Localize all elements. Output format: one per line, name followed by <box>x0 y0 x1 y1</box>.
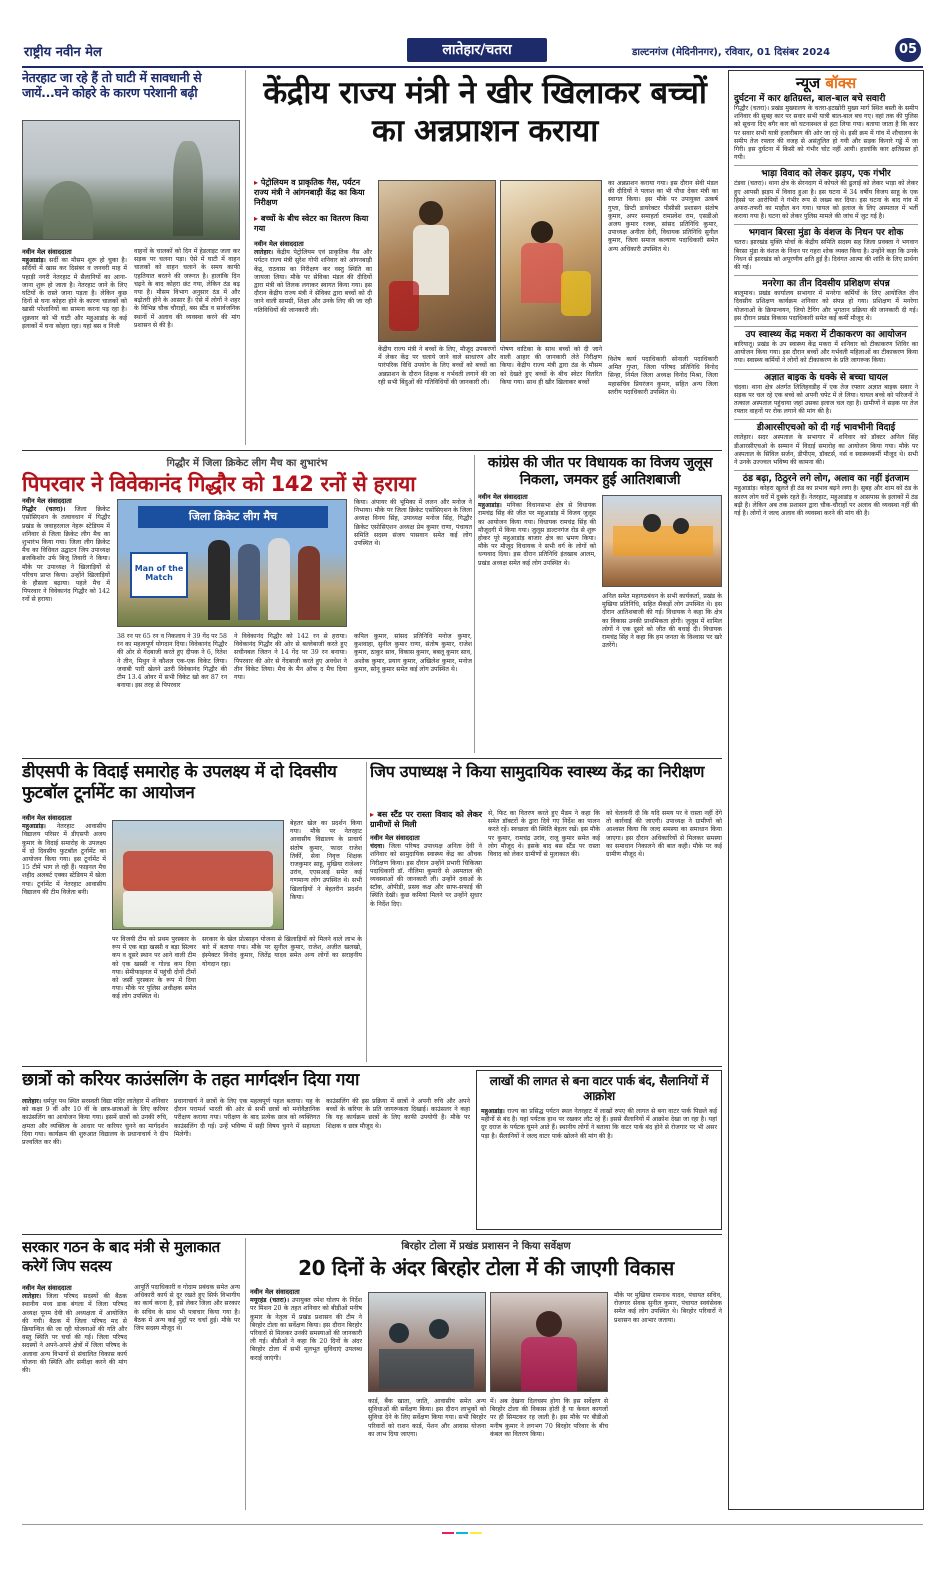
story-football-col2: पर विजयी टीम को प्रथम पुरस्कार के रूप में एक बड़ा खस्सी व बड़ा सिल्वर कप व दूसरे स्थान पर आने वाली टीम को एक खस्सी व गोल्ड कप दिया गया। सेमीफाइनल में पहुंची दोनों टीमों को जर्सी पुरस्कार के रूप में दिया गया। मौके पर पुलिस अधीक्षक समेत कई लोग उपस्थित थे। <box>112 936 196 1001</box>
story-cricket-dateline: गिद्धौर (चतरा)। <box>22 506 66 514</box>
story-cricket-col5: कपिल कुमार, सांसद प्रतिनिधि मनोज कुमार, कुशवाहा, सुनील कुमार राणा, संतोष कुमार, राजेश कुमार, ठाकुर साव, विकास कुमार, बबलू कुमार साव, अशोक कुमार, प्रयाग कुमार, अखिलेश कुमार, मनोज कुमार, सोनू कुमार समेत कई लोग उपस्थित थे। <box>354 633 472 673</box>
story-lead-col1: केंद्रीय पेट्रोलियम एवं प्राकृतिक गैस और पर्यटन राज्य मंत्री सुरेश गोपी शनिवार को आंगनबाड़ी केंद्र, राठवास का निरीक्षण कर वस्तु स्थिति का जायजा लिया। मौके पर सेविका मंडल की दीदियों द्वारा मंत्री को तिलक लगाकर स्वागत किया गया। इस दौरान केंद्रीय राज्य मंत्री ने सेविका द्वारा बच्चों को दी जाने वाली सामग्री, शिक्षा और उनके लिए की जा रही गतिविधियों की जानकारी ली। <box>254 249 373 314</box>
story-career-col3: काउंसलिंग की इस प्रक्रिया में छात्रों ने अपनी रुचि और अपने बच्चों के करियर के प्रति जागरूकता दिखाई। काउंसलर ने कहा कि यह कार्यक्रम छात्रों के लिए काफी उपयोगी है। मौके पर शिक्षक व छात्र मौजूद थे। <box>326 1098 470 1130</box>
section-rule <box>22 758 722 759</box>
story-congress-headline: कांग्रेस की जीत पर विधायक का विजय जुलूस निकला, जमकर हुई आतिशबाजी <box>487 455 713 488</box>
cricket-banner: जिला क्रिकेट लीग मैच <box>138 506 328 528</box>
news-box-item: अज्ञात बाइक के धक्के से बच्चा घायल चंदवा। थाना क्षेत्र अंतर्गत लिलिहवडीह में एक तेज रफ्तार अज्ञात बाइक सवार ने सड़क पर चल रहे एक बच्चे को अपनी चपेट में ले लिया। घायल बच्चे को परिजनों ने तत्काल अस्पताल पहुंचाया जहां उसका इलाज चल रहा है। ग्रामीणों ने सड़क पर तेज रफ्तार वाहनों पर रोक लगाने की मांग की है। <box>734 372 918 416</box>
story-minister-col2: आपूर्ति पदाधिकारी व गोदाम प्रबंधक समेत अन्य अधिकारी कार्य से दूर रखते हुए सिर्फ विभागीय का कार्य करना है, इसे लेकर जिला और सरकार के सचिव के साथ भी पत्राचार किया गया है। बैठक में अन्य कई मुद्दों पर चर्चा हुई। मौके पर जिप सदस्य मौजूद थे। <box>134 1284 240 1333</box>
man-of-the-match-sign: Man of the Match <box>130 552 188 598</box>
news-box-item: भगवान बिरसा मुंडा के वंशज के निधन पर शोक चतरा। झारखंड मुक्ति मोर्चा के केंद्रीय समिति सदस्य सह जिला प्रवक्ता ने भगवान बिरसा मुंडा के वंशज के निधन पर गहरा शोक व्यक्त किया है। उन्होंने कहा कि उनके निधन से झारखंड को अपूरणीय क्षति हुई है। दिवंगत आत्मा की शांति के लिए प्रार्थना की गई। <box>734 228 918 272</box>
story-cricket-col1: जिला क्रिकेट एसोसिएशन के तत्वावधान में गिद्धौर प्रखंड के जवाहरलाल नेहरू स्टेडियम में शनिवार से जिला क्रिकेट लीग मैच का शुभारंभ किया गया। जिला लीग क्रिकेट मैच का विधिवत उद्घाटन जिप उपाध्यक्ष ब्रजकिशोर उर्फ बिजू तिवारी ने किया। मौके पर उपाध्यक्ष ने खिलाड़ियों से परिचय प्राप्त किया। उन्होंने खिलाड़ियों के हौसला बढ़ाया। पहले मैच में पिपरवार ने विवेकानंद गिद्धौर को 142 रनों से हराया। <box>22 506 111 604</box>
column-rule <box>245 1238 246 1510</box>
story-fog-dateline: महुआडांड़। <box>22 257 46 265</box>
story-lead-col3: का अन्नप्राशन कराया गया। इस दौरान सेवी मंडल की दीदियों ने पलाश का भी पौधा देकर मंत्री का स्वागत किया। इस मौके पर उपायुक्त उत्कर्ष गुप्ता, डिप्टी डायरेक्टर पीसीसी प्रशासन संतोष कुमार, अपर समाहर्ता रामप्रवेश राम, एसडीओ अजय कुमार रजक, सांसद प्रतिनिधि कुमार, उपाध्यक्ष अनीता देवी, विधायक प्रतिनिधि सुनील कुमार, जिला समाज कल्याण पदाधिकारी समेत अन्य अधिकारी उपस्थित थे। <box>608 180 718 253</box>
story-health-byline: नवीन मेल संवाददाता <box>370 834 420 842</box>
story-lead-dateline: लातेहार। <box>254 249 274 257</box>
story-birhor-col3: में। अब देखना दिलचस्प होगा कि इस सर्वेक्षण से बिरहोर टोला की विकास होती है या केवल कागजों पर ही सिमटकर रह जाती है। इस मौके पर बीडीओ मनीष कुमार ने लगभग 70 बिरहोर परिवार के बीच कंबल का वितरण किया। <box>490 1398 608 1438</box>
story-congress <box>478 455 722 753</box>
news-box-item: दुर्घटना में कार क्षतिग्रस्त, बाल-बाल बचे सवारी गिद्धौर (चतरा)। प्रखंड मुख्यालय के चतरा-इटखोरी मुख्य मार्ग स्थित बस्ती के समीप शनिवार की सुबह कार पर सवार सभी यात्री बाल-बाल बच गए। वहां तक की पुलिस को सूचना दिए बगैर कार को घटनास्थल से हटा लिया गया। बताया जाता है कि कार पर सवार सभी यात्री हजारीबाग की ओर जा रहे थे। इसी क्रम में गांव में शौचालय के समीप तेज रफ्तार की वजह से असंतुलित हो गयी और सड़क किनारे गड्ढे में जा गिरी। इस दुर्घटना में किसी को गंभीर चोट नहीं आयी। हालांकि कार क्षतिग्रस्त हो गयी। <box>734 94 918 162</box>
story-birhor-col2: कार्ड, बैंक खाता, जाति, आवासीय समेत अन्य सुविधाओं की सर्वेक्षण किया। इस दौरान लाभुकों को सुविधा देने के लिए सर्वेक्षण किया गया। सभी बिरहोर परिवारों को राशन कार्ड, पेंशन और आवास योजना का लाभ दिया जाएगा। <box>368 1398 486 1438</box>
story-health-dateline: चंदवा। <box>370 843 385 851</box>
story-cricket-byline: नवीन मेल संवाददाता <box>22 497 72 505</box>
story-water-headline: लाखों की लागत से बना वाटर पार्क बंद, सैलानियों में आक्रोश <box>489 1074 709 1103</box>
story-minister <box>22 1238 240 1510</box>
story-fog-col1: सर्दी का मौसम शुरू हो चुका है। सर्दियों में खास कर दिसंबर व जनवरी माह में पहाड़ी नगरी नेतरहाट में सैलानियों का आना-जाना शुरू हो जाता है। नेतरहाट जाने के लिए घटियों के रास्ते जाना पड़ता है। लेकिन कुछ दिनों से घना कोहरा होने के कारण चालकों को खासी परेशानियों का सामना करना पड़ रहा है। शुक्रवार को भी घाटी और महुआडांड़ के कई इलाकों में घना कोहरा रहा। यहां बस व निजी <box>22 257 128 330</box>
story-birhor-col4: मौके पर मुखिया रामनाथ यादव, पंचायत सचिव, रोजगार सेवक सुनील कुमार, पंचायत स्वयंसेवक समेत कई लोग उपस्थित थे। बिरहोर परिवारों ने प्रशासन का आभार जताया। <box>614 1292 722 1324</box>
story-cricket-kicker: गिद्धौर में जिला क्रिकेट लीग मैच का शुभारंभ <box>166 458 328 469</box>
story-fog-headline: नेतरहाट जा रहे हैं तो घाटी में सावधानी से जायें...घने कोहरे के कारण परेशानी बढ़ी <box>22 70 202 100</box>
story-football-col4: सरकार के खेल प्रोत्साहन योजना से खिलाड़ियों को मिलने वाले लाभ के बारे में बताया गया। मौके पर सुनील कुमार, राजेश, अजीत खलखो, इंस्पेक्टर विनोद कुमार, जितेंद्र यादव समेत अन्य लोगों का सराहनीय योगदान रहा। <box>202 936 362 968</box>
story-birhor-byline: नवीन मेल संवाददाता <box>250 1288 300 1296</box>
story-birhor <box>250 1238 722 1510</box>
story-health-headline: जिप उपाध्यक्ष ने किया सामुदायिक स्वास्थ्य केंद्र का निरीक्षण <box>370 762 705 781</box>
section-rule <box>22 1066 722 1067</box>
section-title: लातेहार/चतरा <box>407 38 547 62</box>
section-rule <box>22 450 722 451</box>
story-fog <box>22 70 240 445</box>
story-minister-dateline: लातेहार। <box>22 1293 42 1301</box>
column-rule <box>366 762 367 1062</box>
story-minister-byline: नवीन मेल संवाददाता <box>22 1284 72 1292</box>
story-lead-headline: केंद्रीय राज्य मंत्री ने खीर खिलाकर बच्चों का अन्नप्राशन कराया <box>263 75 707 149</box>
story-congress-col2: अनिल समेत महागठबंधन के सभी कार्यकर्ता, प्रखंड के मुखिया प्रतिनिधि, सहित सैकड़ों लोग उपस्थित थे। इस दौरान आतिशबाजी की गई। विधायक ने कहा कि क्षेत्र का विकास उनकी प्राथमिकता होगी। जुलूस में शामिल लोगों ने एक दूसरे को जीत की बधाई दी। विधायक रामचंद्र सिंह ने कहा कि हम जनता के विश्वास पर खरे उतरेंगे। <box>602 593 722 650</box>
story-health-col2: से, फिट का वितरण करते हुए मैडम ने कहा कि समेत डॉक्टरों के द्वारा दिये गए निर्देश का पालन करते रहें। स्वच्छता की स्थिति बेहतर रखें। इस मौके पर कुमार, रामचंद्र उरांव, राजू कुमार समेत कई लोग मौजूद थे। इसके बाद बस स्टैंड पर रास्ता विवाद को लेकर ग्रामीणों से मुलाकात की। <box>488 810 600 859</box>
story-health-col3: को चेतावनी दी कि यदि समय पर वे रास्ता नहीं देंगे तो कार्रवाई की जाएगी। उपाध्यक्ष ने ग्रामीणों को आश्वस्त किया कि जल्द समस्या का समाधान किया जाएगा। इस दौरान अधिकारियों से मिलकर समस्या का समाधान निकालने की बात कही। मौके पर कई ग्रामीण मौजूद थे। <box>606 810 722 859</box>
story-career-headline: छात्रों को करियर काउंसलिंग के तहत मार्गदर्शन दिया गया <box>22 1070 360 1090</box>
story-lead-col4: विशेष कार्य पदाधिकारी सोनाली पदाधिकारी अमित गुप्ता, जिला परिषद प्रतिनिधि विनोद सिन्हा, निर्मल जिला अध्यक्ष विनोद मिश्रा, जिला महासचिव प्रियरंजन कुमार, सहित अन्य जिला स्तरीय पदाधिकारी उपस्थित थे। <box>608 356 718 396</box>
story-football-headline: डीएसपी के विदाई समारोह के उपलक्ष्य में दो दिवसीय फुटबॉल टूर्नामेंट का आयोजन <box>22 762 337 803</box>
birhor-photo-1 <box>368 1292 486 1392</box>
story-cricket <box>22 455 472 753</box>
story-cricket-col4: किया। अंपायर की भूमिका में ललन और मनोज ने निभाया। मौके पर जिला क्रिकेट एसोसिएशन के जिला अध्यक्ष विनय सिंह, उपाध्यक्ष मनोज सिंह, गिद्धौर क्रिकेट एसोसिएशन अध्यक्ष प्रेम कुमार राणा, पंचायत समिति सदस्य संजय पासवान समेत कई लोग उपस्थित थे। <box>354 499 472 548</box>
story-health-col1: जिला परिषद उपाध्यक्ष अनिता देवी ने शनिवार को सामुदायिक स्वास्थ्य केंद्र का औचक निरीक्षण किया। इस दौरान उन्होंने प्रभारी चिकित्सा पदाधिकारी डॉ. नीलिमा कुमारी से अस्पताल की व्यवस्थाओं की जानकारी ली। उन्होंने दवाओं के स्टॉक, ओपीडी, प्रसव कक्ष और साफ-सफाई की स्थिति देखी। कुछ कमियां मिलने पर उन्होंने सुधार के निर्देश दिए। <box>370 843 482 908</box>
news-box-title: न्यूज बॉक्स <box>795 74 857 92</box>
story-congress-col1: मनिका विधानसभा क्षेत्र से विधायक रामचंद्र सिंह की जीत पर महुआडांड़ में विजय जुलूस का आयोजन किया गया। विधायक रामचंद्र सिंह की मौजूदगी में किया गया। जुलूस डाल्टनगंज रोड से शुरू होकर पूरे महुआडांड़ बाजार क्षेत्र का भ्रमण किया। मौके पर मौजूद विधायक ने सभी वर्ग के लोगों को धन्यवाद दिया। इस दौरान प्रतिनिधि इंतखाब आलम, प्रखंड अध्यक्ष समेत कई लोग उपस्थित थे। <box>478 502 597 567</box>
column-rule <box>474 455 475 753</box>
story-football-byline: नवीन मेल संवाददाता <box>22 814 72 822</box>
news-box-item: मनरेगा का तीन दिवसीय प्रशिक्षण संपन्न बालूमाथ। प्रखंड कार्यालय सभागार में मनरेगा कर्मियों के लिए आयोजित तीन दिवसीय प्रशिक्षण कार्यक्रम शनिवार को संपन्न हो गया। प्रशिक्षण में मनरेगा योजनाओं के क्रियान्वयन, जियो टैगिंग और भुगतान प्रक्रिया की जानकारी दी गई। इस दौरान प्रखंड विकास पदाधिकारी समेत कई कर्मी मौजूद थे। <box>734 279 918 322</box>
congress-photo <box>602 495 722 587</box>
story-cricket-col2: 38 रन पर 65 रन व निकलाय ने 39 गेंद पर 58 रन का महत्वपूर्ण योगदान दिया। विवेकानंद गिद्धौर की ओर से गेंदबाजी करते हुए दीपक ने 6, रितेश ने तीन, मिथुन ने कौशल एक-एक विकेट लिया। जवाबी पारी खेलने उतरी विवेकानंद गिद्धौर की टीम 13.4 ओवर में सभी विकेट खो कर 87 रन बनाया। इस तरह से पिपरवार <box>117 633 227 690</box>
paper-name: राष्ट्रीय नवीन मेल <box>24 45 102 60</box>
story-career <box>22 1070 470 1230</box>
story-birhor-dateline: मयूरहंड (चतरा)। <box>250 1297 290 1305</box>
story-water-col1: राज्य का प्रसिद्ध पर्यटन स्थल नेतरहाट में लाखों रुपए की लागत से बना वाटर पार्क पिछले कई महीनों से बंद है। यहां पर्यटक हाथ पर रखकर लौट रहे हैं। इससे सैलानियों में आक्रोश देखा जा रहा है। यहां दूर दराज के पर्यटक घूमने आते हैं। स्थानीय लोगों ने बताया कि वाटर पार्क बंद होने से रोजगार पर भी असर पड़ा है। सैलानियों ने जल्द वाटर पार्क खोलने की मांग की है। <box>481 1108 717 1140</box>
story-fog-byline: नवीन मेल संवाददाता <box>22 248 72 256</box>
story-lead-byline: नवीन मेल संवाददाता <box>254 240 304 248</box>
story-fog-col2: वाहनों के चालकों को दिन में हेडलाइट जला कर सड़क पर चलना पड़ा। ऐसे में घाटी में वाहन चालकों को वाहन चलाने के समय काफी एहतियात बरतने की जरूरत है। हालांकि दिन चढ़ने के बाद कोहरा छंट गया, लेकिन ठंड बढ़ गया है। मौसम विभाग अनुसार ठंड में और बढ़ोतरी होने के आसार हैं। ऐसे में लोगों ने शहर के विभिन्न चौक चौराहों, बस स्टैंड व सार्वजनिक स्थानों में अलाव की व्यवस्था करने की मांग प्रशासन से की है। <box>134 248 240 329</box>
story-health <box>370 762 722 1062</box>
story-lead-photo-caption-2: पोषण वाटिका के साथ बच्चों को दी जाने वाली आहार की जानकारी लेते निरीक्षण किया। केंद्रीय राज्य मंत्री द्वारा ठंड के मौसम को देखते हुए बच्चों के बीच स्वेटर वितरित किया गया। साथ ही खीर खिलाकर बच्चों <box>500 346 602 386</box>
lead-photo-1 <box>378 180 496 342</box>
news-box-item: उप स्वास्थ्य केंद्र मकरा में टीकाकरण का आयोजन बारियातू। प्रखंड के उप स्वास्थ्य केंद्र मकरा में शनिवार को टीकाकरण शिविर का आयोजन किया गया। इस दौरान बच्चों और गर्भवती महिलाओं का टीकाकरण किया गया। स्वास्थ्य कर्मियों ने लोगों को टीकाकरण के प्रति जागरूक किया। <box>734 330 918 365</box>
column-rule <box>245 70 246 445</box>
news-box <box>728 70 924 1510</box>
story-birhor-kicker: बिरहोर टोला में प्रखंड प्रशासन ने किया सर्वेक्षण <box>401 1241 571 1252</box>
story-career-col1: धर्मपुर पथ स्थित सरस्वती विद्या मंदिर लातेहार में शनिवार को कक्षा 9 वीं और 10 वीं के छात्र-छात्राओं के लिए करियर काउंसलिंग का आयोजन किया गया। इसमें छात्रों को उनकी रुचि, क्षमता और व्यक्तित्व के आधार पर करियर चुनने का मार्गदर्शन दिया गया। कार्यक्रम की शुरुआत विद्यालय के प्रधानाचार्य ने दीप प्रज्वलित कर की। <box>22 1098 169 1147</box>
cricket-photo <box>117 499 347 627</box>
footer-color-strip <box>22 1522 923 1534</box>
birhor-photo-2 <box>490 1292 608 1392</box>
page-number: 05 <box>895 38 921 62</box>
story-water <box>476 1070 722 1230</box>
edition-date: डाल्टनगंज (मेदिनीनगर), रविवार, 01 दिसंबर 2024 <box>632 47 831 58</box>
story-football <box>22 762 362 1062</box>
fog-photo <box>22 120 240 240</box>
story-birhor-col1: उपायुक्त रमेश घोलप के निर्देश पर मिशन 20 के तहत शनिवार को बीडीओ मनीष कुमार के नेतृत्व में प्रखंड प्रशासन की टीम ने बिरहोर टोला का सर्वेक्षण किया। इस दौरान बिरहोर परिवारों से मिलकर उनकी समस्याओं की जानकारी ली गई। बीडीओ ने कहा कि 20 दिनों के अंदर बिरहोर टोला में सभी मूलभूत सुविधाएं उपलब्ध कराई जाएंगी। <box>250 1297 363 1362</box>
story-minister-headline: सरकार गठन के बाद मंत्री से मुलाकात करेगें जिप सदस्य <box>22 1238 220 1275</box>
story-cricket-headline: पिपरवार ने विवेकानंद गिद्धौर को 142 रनों से हराया <box>22 472 416 496</box>
story-football-col1: नेतरहाट आवासीय विद्यालय परिसर में डीएसपी अजय कुमार के विदाई समारोह के उपलक्ष्य में दो दिवसीय फुटबॉल टूर्नामेंट का आयोजन किया गया। इस टूर्नामेंट में 15 टीमें भाग ले रही हैं। फाइनल मैच शहीद अलबर्ट एक्का स्टेडियम में खेला गया। टूर्नामेंट में नेतरहाट आवासीय विद्यालय की टीम विजेता बनी। <box>22 823 106 896</box>
story-water-dateline: महुआडांड़। <box>481 1108 505 1115</box>
story-minister-col1: जिला परिषद सदस्यों की बैठक स्थानीय मध्य डाक बंगला में जिला परिषद अध्यक्ष पूनम देवी की अध्यक्षता में आयोजित की गयी। बैठक में जिला परिषद मद से क्रियान्वित की जा रही योजनाओं की गति और वस्तु स्थिति पर चर्चा की गई। जिला परिषद सदस्यों ने अपने-अपने क्षेत्रों में जिला परिषद के अलावा अन्य विभागों से संचालित विकास कार्य योजना की स्थिति और समीक्षा करने की मांग की। <box>22 1293 128 1375</box>
story-health-bullet: ▸ बस स्टैंड पर रास्ता विवाद को लेकर ग्रामीणों से मिली <box>370 810 482 829</box>
story-birhor-headline: 20 दिनों के अंदर बिरहोर टोला में की जाएगी विकास <box>298 1256 674 1280</box>
story-congress-dateline: महुआडांड़। <box>478 502 502 510</box>
football-photo <box>112 820 284 930</box>
story-congress-byline: नवीन मेल संवाददाता <box>478 493 528 501</box>
section-rule <box>22 1234 722 1235</box>
masthead <box>22 38 923 64</box>
story-career-col2: प्रधानाचार्य ने छात्रों के लिए एक महत्वपूर्ण पहल बताया। यह के दौरान परामर्श भारती की ओर से सभी छात्रों को मनोवैज्ञानिक परीक्षण कराया गया। परीक्षण के बाद प्रत्येक छात्र को व्यक्तिगत काउंसलिंग दी गई। उन्हें भविष्य में सही विषय चुनने में सहायता मिलेगी। <box>174 1098 320 1138</box>
news-box-item: ठंड बढ़ा, ठिठुरने लगे लोग, अलाव का नहीं इंतजाम महुआडांड़। कोहरा खुलते ही ठंड का प्रभाव बढ़ने लगा है। सुबह और शाम को ठंड के कारण लोग घरों में दुबके रहते हैं। नेतरहाट, महुआडांड़ व आसपास के इलाकों में ठंड बढ़ी है। लेकिन अब तक प्रशासन द्वारा चौक-चौराहों पर अलाव की व्यवस्था नहीं की गई है। लोगों ने जल्द अलाव की व्यवस्था करने की मांग की है। <box>734 474 918 517</box>
story-cricket-col3: ने विवेकानंद गिद्धौर को 142 रन से हराया। विवेकानंद गिद्धौर की ओर से बल्लेबाजी करते हुए सचीनबल जितन ने 14 गेंद पर 39 रन बनाया। पिपरवार की ओर से गेंदबाजी करते हुए अवधेश ने तीन विकेट लिया। मैच के मैन ऑफ द मैच दिया गया। <box>234 633 347 682</box>
story-career-dateline: लातेहार। <box>22 1098 42 1105</box>
lead-photo-2 <box>500 180 602 342</box>
story-lead <box>250 70 720 445</box>
story-lead-bullet-1: ▸ पेट्रोलियम व प्राकृतिक गैस, पर्यटन राज्य मंत्री ने आंगनबाड़ी केंद्र का किया निरीक्षण <box>254 178 365 207</box>
story-lead-photo-caption-1: केंद्रीय राज्य मंत्री ने बच्चों के लिए, मौजूद उपकरणों में लेकर केंद्र पर चलाये जाने वाले साधारण और पारंपरिक विधि उपयोग के लिए बच्चों को बच्चों का अन्नप्राशन के दौरान शिक्षक व गर्भवती लगाने की जा रही सभी बिंदुओं की गतिविधियों की जानकारी ली। <box>378 346 496 386</box>
masthead-rule <box>22 66 923 68</box>
story-football-dateline: महुआडांड़। <box>22 823 46 831</box>
news-box-item: भाड़ा विवाद को लेकर झड़प, एक गंभीर टंडवा (चतरा)। थाना क्षेत्र के सेरनदाग में कोयले की ढुलाई को लेकर भाड़ा को लेकर हुए आपसी झड़प में विवाद हुआ है। इस घटना में 34 वर्षीय विजय साहू के एक हिस्से पर आरोपियों ने गंभीर रूप से जख्म कर दिया। इस घटना के बाद गांव में अफरा-तफरी का माहौल बन गया। घायल को इलाज के लिए अस्पताल में भर्ती कराया गया है। घटना को लेकर पुलिस मामले की जांच में जुट गई है। <box>734 169 918 221</box>
story-football-col3: बेहतर खेल का प्रदर्शन किया गया। मौके पर नेतरहाट आवासीय विद्यालय के प्राचार्य संतोष कुमार, फादर राजेश तिर्की, सेवा निवृत्त शिक्षक राजकुमार साहू, मुखिया राजेश्वर उरांव, एएसआई समेत कई गणमान्य लोग उपस्थित थे। सभी खिलाड़ियों ने बेहतरीन प्रदर्शन किया। <box>290 820 362 901</box>
story-lead-bullet-2: ▸ बच्चों के बीच स्वेटर का वितरण किया गया <box>254 214 369 233</box>
news-box-item: डीआरसीएचओ को दी गई भावभीनी विदाई लातेहार। सदर अस्पताल के सभागार में शनिवार को डॉक्टर अनिल सिंह डीआरसीएचओ के सम्मान में विदाई समारोह का आयोजन किया गया। मौके पर अस्पताल के सिविल सर्जन, डीपीएम, डॉक्टर्स, नर्स व स्वास्थ्यकर्मी मौजूद थे। सभी ने उनके उज्ज्वल भविष्य की कामना की। <box>734 423 918 467</box>
